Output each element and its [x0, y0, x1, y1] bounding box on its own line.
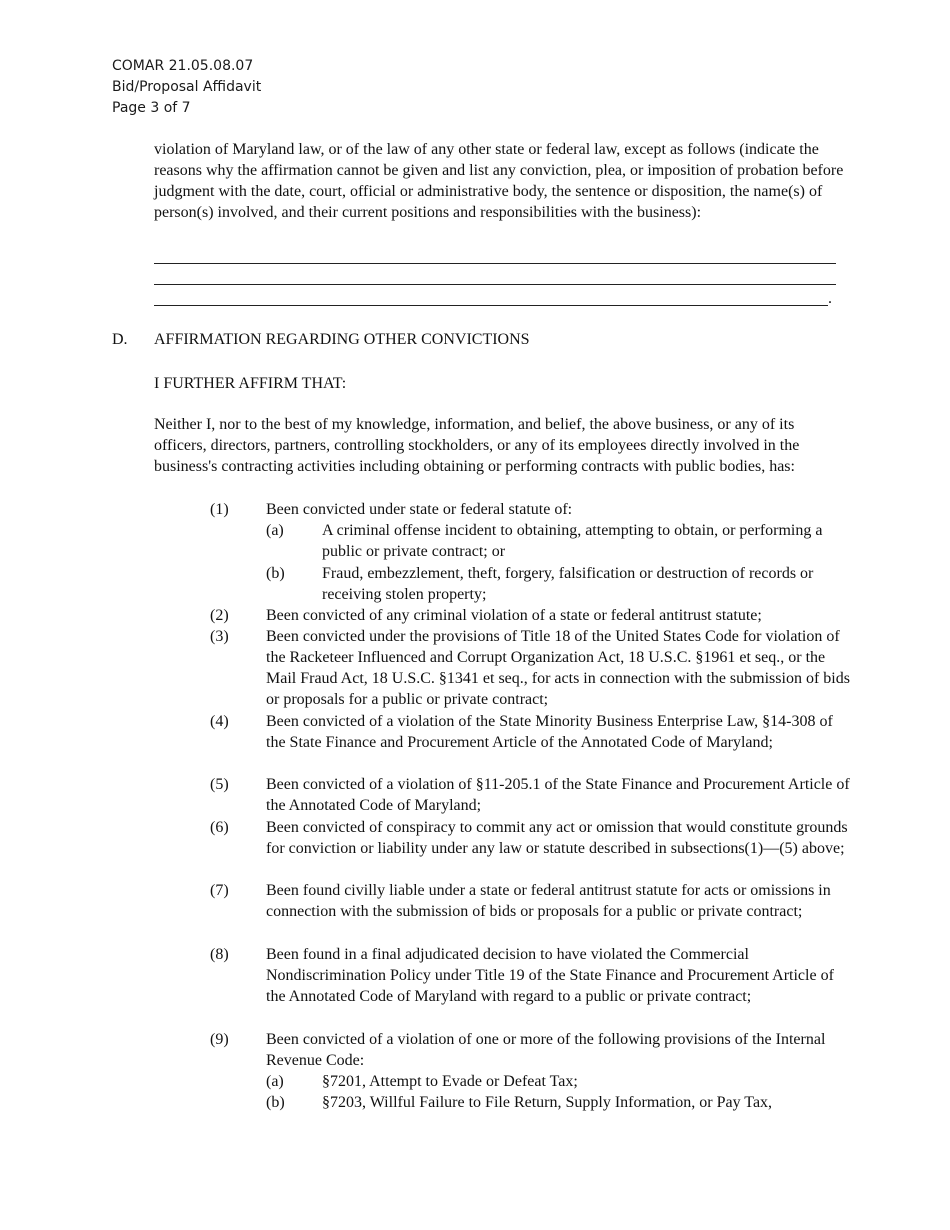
section-lead-paragraph: Neither I, nor to the best of my knowledge, information, and belief, the above business, or any of its officers, directors, partners, controlling stockholders, or any of its employees directly involved in the business's contracting activities including obtaining or performing contracts with public bodies, has:: [154, 416, 800, 475]
further-affirm-heading: I FURTHER AFFIRM THAT:: [154, 375, 347, 392]
item-text-2: Been convicted of any criminal violation of a state or federal antitrust statute;: [266, 607, 762, 624]
item-text-6: Been convicted of conspiracy to commit any act or omission that would constitute grounds for conviction or liability under any law or statute described in subsections(1)—(5) above;: [266, 819, 848, 857]
section-letter: D.: [112, 331, 128, 348]
item-number-1: (1): [210, 501, 229, 518]
item-text-8: Been found in a final adjudicated decision to have violated the Commercial Nondiscrimination Policy under Title 19 of the State Finance and Procurement Article of the Annotated Code of Maryland with regard to a public or private contract;: [266, 946, 834, 1005]
item-text-3: Been convicted under the provisions of Title 18 of the United States Code for violation of the Racketeer Influenced and Corrupt Organization Act, 18 U.S.C. §1961 et seq., or the Mail Fraud Act, 18 U.S.C. §1341 et seq., for acts in connection with the submission of bids or proposals for a public or private contract;: [266, 628, 850, 708]
item-text-1: Been convicted under state or federal statute of:: [266, 501, 573, 518]
item-text-9: Been convicted of a violation of one or more of the following provisions of the Internal Revenue Code:: [266, 1031, 826, 1069]
item-number-5: (5): [210, 776, 229, 793]
item-9-sub-a-text: §7201, Attempt to Evade or Defeat Tax;: [322, 1073, 578, 1090]
item-number-8: (8): [210, 946, 229, 963]
item-number-2: (2): [210, 607, 229, 624]
blank-line-2: [154, 284, 836, 285]
item-1-sub-a-text: A criminal offense incident to obtaining, attempting to obtain, or performing a public or private contract; or: [322, 522, 823, 560]
item-1-sub-b-text: Fraud, embezzlement, theft, forgery, falsification or destruction of records or receiving stolen property;: [322, 565, 814, 603]
section-title: AFFIRMATION REGARDING OTHER CONVICTIONS: [154, 331, 530, 348]
item-number-6: (6): [210, 819, 229, 836]
item-number-3: (3): [210, 628, 229, 645]
blank-line-3: [154, 305, 828, 306]
item-1-sub-b-number: (b): [266, 565, 285, 582]
item-number-4: (4): [210, 713, 229, 730]
header-form-title: Bid/Proposal Affidavit: [112, 79, 262, 95]
item-number-9: (9): [210, 1031, 229, 1048]
document-header: [112, 56, 261, 119]
item-9-sub-b-text: §7203, Willful Failure to File Return, Supply Information, or Pay Tax,: [322, 1094, 773, 1111]
header-regulation: COMAR 21.05.08.07: [112, 58, 254, 74]
item-text-5: Been convicted of a violation of §11-205.1 of the State Finance and Procurement Article of the Annotated Code of Maryland;: [266, 776, 850, 814]
item-number-7: (7): [210, 882, 229, 899]
item-9-sub-b-number: (b): [266, 1094, 285, 1111]
item-9-sub-a-number: (a): [266, 1073, 284, 1090]
blank-line-period: .: [828, 290, 832, 307]
item-text-7: Been found civilly liable under a state or federal antitrust statute for acts or omissions in connection with the submission of bids or proposals for a public or private contract;: [266, 882, 831, 920]
header-page-number: Page 3 of 7: [112, 100, 191, 116]
item-text-4: Been convicted of a violation of the State Minority Business Enterprise Law, §14-308 of the State Finance and Procurement Article of the Annotated Code of Maryland;: [266, 713, 833, 751]
intro-paragraph: violation of Maryland law, or of the law of any other state or federal law, except as follows (indicate the reasons why the affirmation cannot be given and list any conviction, plea, or imposition of probation before judgment with the date, court, official or administrative body, the sentence or disposition, the name(s) of person(s) involved, and their current positions and responsibilities with the business):: [154, 141, 844, 221]
blank-line-1: [154, 263, 836, 264]
item-1-sub-a-number: (a): [266, 522, 284, 539]
